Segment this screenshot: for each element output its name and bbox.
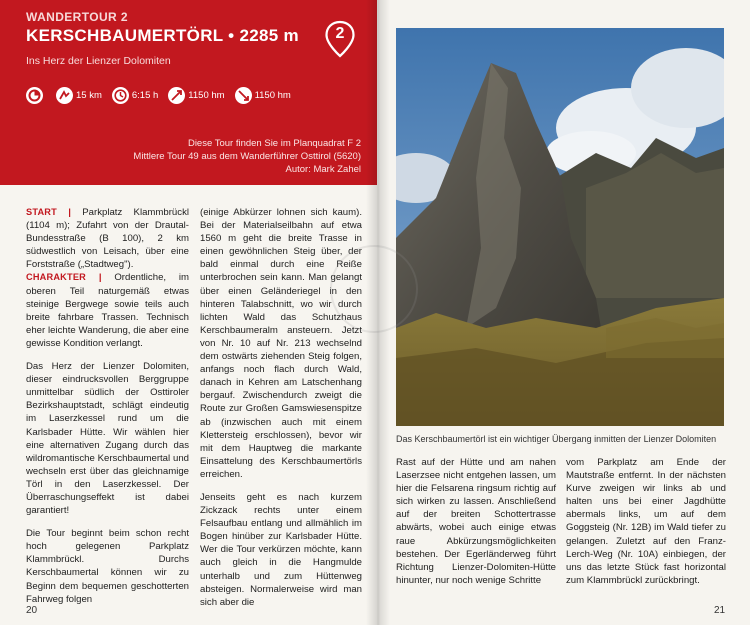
stat-duration-value: 6:15 h xyxy=(131,89,159,101)
tour-header xyxy=(0,0,377,185)
body-paragraph: vom Parkplatz am Ende der Mautstraße entfernt. In der nächsten Kurve zweigen wir links ab und halten uns bei einer Jagdhütte abermals links, um auf dem Goggsteig (Nr. 12B) im Wald tiefer zu gelangen. Zuletzt auf den Franz-Lerch-Weg (Nr. 10A) einbiegen, der uns das letzte Stück fast horizontal zum Klammbrückl zurückbringt. xyxy=(566,457,726,586)
text-column-right-2 xyxy=(566,456,726,597)
stat-ascent-value: 1150 hm xyxy=(188,89,225,101)
stat-descent xyxy=(235,87,291,104)
book-gutter xyxy=(366,0,390,625)
start-label: START xyxy=(26,207,57,217)
body-paragraph: Das Herz der Lienzer Dolomiten, dieser eindrucksvollen Berggruppe unmittelbar südlich der Osttiroler Bezirkshauptstadt, schlägt eindeutig im Laserzkessel rund um die Karlsbader Hütte. Wir wählen hier eine alternativen Zugang durch das wildromantische Kerschbaumertal und wechseln erst über das gleichnamige Törl in den Laserzkessel. Der Überraschungseffekt ist dabei garantiert! xyxy=(26,361,189,517)
body-paragraph: Rast auf der Hütte und am nahen Laserzsee nicht entgehen lassen, um hier die Felsarena ringsum richtig auf sich wirken zu lassen. Anschließend auf der breiten Schottertrasse abwärts, wobei auch einige etwas raue Abkürzungsmöglichkeiten bestehen. Der Egerländerweg führt Richtung Lienzer-Dolomiten-Hütte hinunter, nur noch wenige Schritte xyxy=(396,457,556,586)
charakter-label: CHARAKTER xyxy=(26,272,86,283)
distance-icon xyxy=(56,87,73,104)
stat-duration xyxy=(112,87,158,104)
tour-stats xyxy=(26,86,301,104)
tour-title: KERSCHBAUMERTÖRL • 2285 m xyxy=(26,26,299,45)
tour-credit xyxy=(133,137,361,176)
photo-caption: Das Kerschbaumertörl ist ein wichtiger Übergang inmitten der Lienzer Dolomiten xyxy=(396,434,717,444)
tour-number: 2 xyxy=(335,25,345,42)
body-paragraph: Jenseits geht es nach kurzem Zickzack rechts unter einem Felsaufbau entlang und allmählich im Bogen hinüber zur Karlsbader Hütte. Wer die Tour verkürzen möchte, kann auch gleich in die Hangmulde unterhalb und zum Hüttenweg absteigen. Normalerweise wird man sich aber die xyxy=(200,491,362,608)
charakter-text: Ordentliche, im oberen Teil naturgemäß etwas steinige Bergwege sowie teils auch breite fahrbare Trassen. Technisch eher leichte Wanderung, die aber eine gewisse Kondition verlangt. xyxy=(26,272,190,349)
page-number-right: 21 xyxy=(714,605,726,616)
difficulty-icon xyxy=(26,87,43,104)
stat-difficulty xyxy=(26,87,46,104)
body-paragraph: (einige Abkürzer lohnen sich kaum). Bei der Materialseilbahn auf etwa 1560 m geht die breite Trasse in einen gewöhnlichen Steig über, der bald einmal durch eine Reiße unterbrochen sein kann. Man gelangt über einen Geländeriegel in den hinteren Talabschnitt, wo wir durch lichten Wald das Schutzhaus Kerschbaumeralm ansteuern. Jetzt von Nr. 10 auf Nr. 213 wechselnd dem ostwärts ziehenden Steig folgen, anfangs noch flach durch Wald, danach in Kehren am Latschenhang bergauf. Zwischendurch zweigt die Route zur Großen Gamswiesenspitze ab (inzwischen auch mit einem Klettersteig erschlossen), bevor wir mit dem Hauptweg die markante Einsattelung des Kerschbaumertörls erreichen. xyxy=(200,207,362,480)
tour-subtitle: Ins Herz der Lienzer Dolomiten xyxy=(26,55,171,67)
body-paragraph: Die Tour beginnt beim schon recht hoch gelegenen Parkplatz Klammbrückl. Durchs Kerschbaumertal können wir zu Beginn dem bequemen geschotterten Fahrweg folgen xyxy=(26,528,189,605)
credit-line: Mittlere Tour 49 aus dem Wanderführer Osttirol (5620) xyxy=(133,151,361,162)
text-column-left-1 xyxy=(26,206,189,616)
mountain-photo xyxy=(396,28,724,426)
start-paragraph: START | Parkplatz Klammbrückl (1104 m); Zufahrt von der Drautal-Bundesstraße (B 100), 2 km südwestlich von Leisach, über eine Forststraße („Stadtweg"). CHARAKTER | Ordentliche, im oberen Teil naturgemäß etwas steinige Bergwege sowie teils auch breite fahrbare Trassen. Technisch eher leichte Wanderung, die aber eine gewisse Kondition verlangt. xyxy=(26,207,190,349)
page-number-left: 20 xyxy=(26,605,38,616)
text-column-right-1 xyxy=(396,456,556,597)
stat-distance-value: 15 km xyxy=(76,89,102,101)
ascent-icon xyxy=(168,87,185,104)
stat-ascent xyxy=(168,87,224,104)
tour-number-badge xyxy=(324,20,356,58)
tour-kicker: WANDERTOUR 2 xyxy=(26,10,128,24)
start-text: Parkplatz Klammbrückl (1104 m); Zufahrt von der Drautal-Bundesstraße (B 100), 2 km südwestlich von Leisach, über eine Forststraße („Stadtweg"). xyxy=(26,207,189,271)
descent-icon xyxy=(235,87,252,104)
credit-line: Diese Tour finden Sie im Planquadrat F 2 xyxy=(187,138,361,149)
mountain-photo-image xyxy=(396,28,724,426)
credit-line: Autor: Mark Zahel xyxy=(285,164,361,175)
stat-descent-value: 1150 hm xyxy=(254,89,291,101)
clock-icon xyxy=(112,87,129,104)
stat-distance xyxy=(56,87,102,104)
